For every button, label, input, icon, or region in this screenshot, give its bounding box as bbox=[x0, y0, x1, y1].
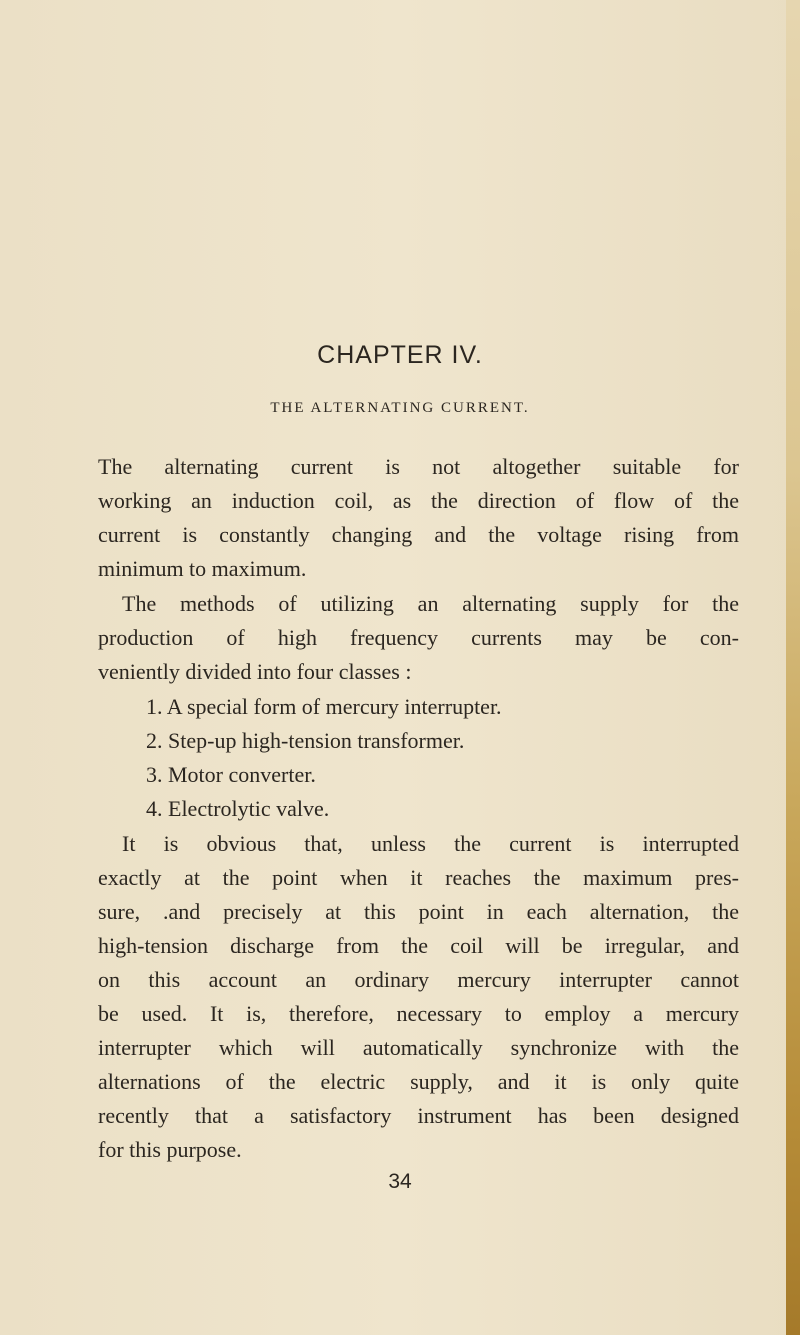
list-item: 1. A special form of mercury interrupter. bbox=[146, 694, 502, 719]
paragraph-1-line-3: current is constantly changing and the voltage rising from bbox=[98, 522, 739, 547]
paragraph-3-line-6: be used. It is, therefore, necessary to employ a mercury bbox=[98, 1001, 739, 1026]
section-title: THE ALTERNATING CURRENT. bbox=[270, 400, 530, 416]
paragraph-2-line-1: The methods of utilizing an alternating supply for the bbox=[122, 591, 739, 616]
paragraph-3-line-2: exactly at the point when it reaches the maximum pres- bbox=[98, 865, 739, 890]
page-number: 34 bbox=[388, 1170, 412, 1193]
paragraph-1-line-2: working an induction coil, as the direction of flow of the bbox=[98, 488, 739, 513]
paragraph-3-line-9: recently that a satisfactory instrument has been designed bbox=[98, 1103, 739, 1128]
chapter-title: CHAPTER IV. bbox=[317, 341, 483, 369]
paragraph-1-line-1: The alternating current is not altogether suitable for bbox=[98, 454, 739, 479]
paragraph-3-line-1: It is obvious that, unless the current is interrupted bbox=[122, 831, 739, 856]
paragraph-3-line-7: interrupter which will automatically synchronize with the bbox=[98, 1035, 739, 1060]
paragraph-2-line-3: veniently divided into four classes : bbox=[98, 659, 412, 684]
list-item: 4. Electrolytic valve. bbox=[146, 796, 330, 821]
list-item: 3. Motor converter. bbox=[146, 762, 316, 787]
paragraph-3-line-4: high-tension discharge from the coil will be irregular, and bbox=[98, 933, 739, 958]
page-edge bbox=[786, 0, 800, 1335]
paragraph-3-line-5: on this account an ordinary mercury interrupter cannot bbox=[98, 967, 739, 992]
paragraph-1-line-4: minimum to maximum. bbox=[98, 556, 307, 581]
paragraph-2-line-2: production of high frequency currents may be con- bbox=[98, 625, 739, 650]
list-item: 2. Step-up high-tension transformer. bbox=[146, 728, 465, 753]
paragraph-3-line-8: alternations of the electric supply, and it is only quite bbox=[98, 1069, 739, 1094]
paragraph-3-line-10: for this purpose. bbox=[98, 1137, 242, 1162]
paragraph-3-line-3: sure, .and precisely at this point in each alternation, the bbox=[98, 899, 739, 924]
